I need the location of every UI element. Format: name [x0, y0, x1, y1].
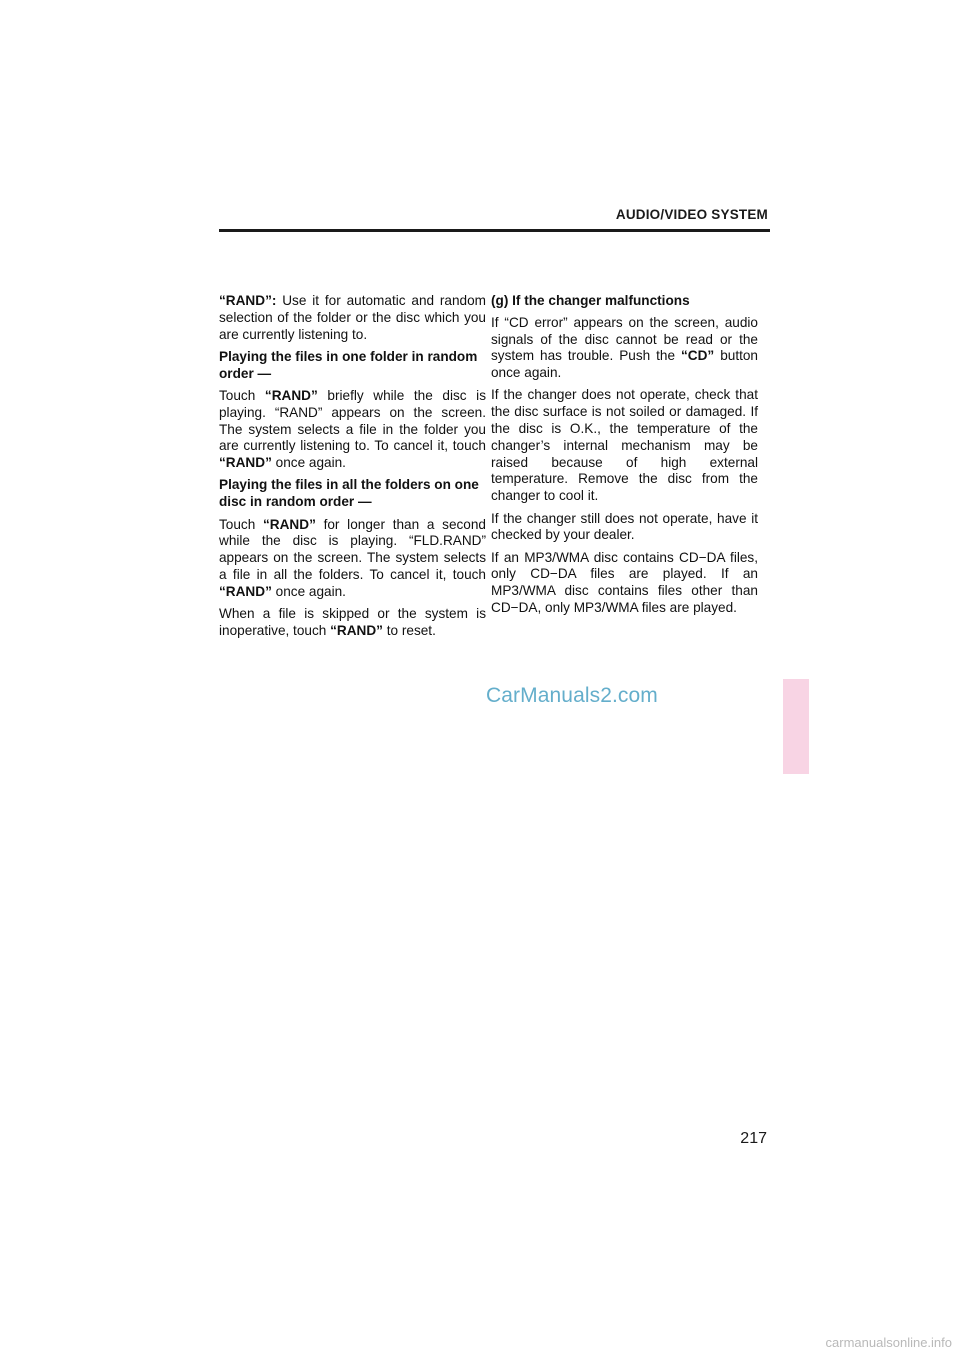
page-number: 217 — [740, 1130, 767, 1147]
text: once again. — [271, 583, 346, 599]
mp3-wma-paragraph: If an MP3/WMA disc contains CD−DA files, only CD−DA files are played. If an MP3/WMA disc contains files other than CD−DA, only MP3/WMA files are played. — [491, 549, 758, 616]
heading-changer-malfunctions: (g) If the changer malfunctions — [491, 293, 690, 308]
rand-keyword: “RAND” — [219, 583, 272, 599]
text: button once again. — [491, 348, 758, 381]
text: If “CD error” appears on the screen, audio signals of the disc cannot be read or the system has trouble. Push the — [491, 314, 758, 364]
one-folder-instructions — [219, 388, 486, 472]
header-rule — [219, 229, 770, 232]
heading-one-folder-random: Playing the files in one folder in random order — — [219, 348, 478, 381]
dealer-paragraph: If the changer still does not operate, have it checked by your dealer. — [491, 510, 758, 543]
all-folders-instructions — [219, 517, 486, 601]
right-column — [491, 293, 758, 622]
rand-keyword: “RAND” — [264, 387, 318, 403]
footer-site-text: carmanualsonline.info — [825, 1335, 952, 1350]
text: once again. — [271, 455, 346, 471]
rand-keyword: “RAND” — [219, 455, 272, 471]
rand-keyword: “RAND” — [330, 622, 383, 638]
text: for longer than a second while the disc is playing. “FLD.RAND” appears on the screen. The system selects a file in all the folders. To cancel it, touch — [219, 516, 486, 582]
watermark-text: CarManuals2.com — [486, 684, 658, 707]
text: Touch — [219, 516, 263, 532]
left-column — [219, 293, 486, 645]
changer-check-paragraph: If the changer does not operate, check that the disc surface is not soiled or damaged. If the disc is O.K., the temperature of the changer’s internal mechanism may be raised because of high external temperature. Remove the disc from the changer to cool it. — [491, 387, 758, 504]
text: When a file is skipped or the system is inoperative, touch — [219, 606, 486, 638]
rand-definition — [219, 293, 486, 343]
rand-term: “RAND”: — [219, 293, 277, 308]
cd-keyword: “CD” — [681, 348, 715, 364]
text: briefly while the disc is playing. “RAND” appears on the screen. The system selects a file in the folder you are currently listening to. To cancel it, touch — [219, 387, 486, 454]
reset-instructions — [219, 606, 486, 640]
section-header-title: AUDIO/VIDEO SYSTEM — [615, 207, 768, 222]
section-side-tab — [783, 679, 809, 774]
text: to reset. — [382, 622, 436, 638]
heading-all-folders-random: Playing the files in all the folders on one disc in random order — — [219, 477, 479, 510]
rand-definition-text: Use it for automatic and random selection of the folder or the disc which you are currently listening to. — [219, 293, 486, 342]
text: Touch — [219, 387, 265, 403]
rand-keyword: “RAND” — [263, 516, 316, 532]
cd-error-paragraph — [491, 315, 758, 382]
